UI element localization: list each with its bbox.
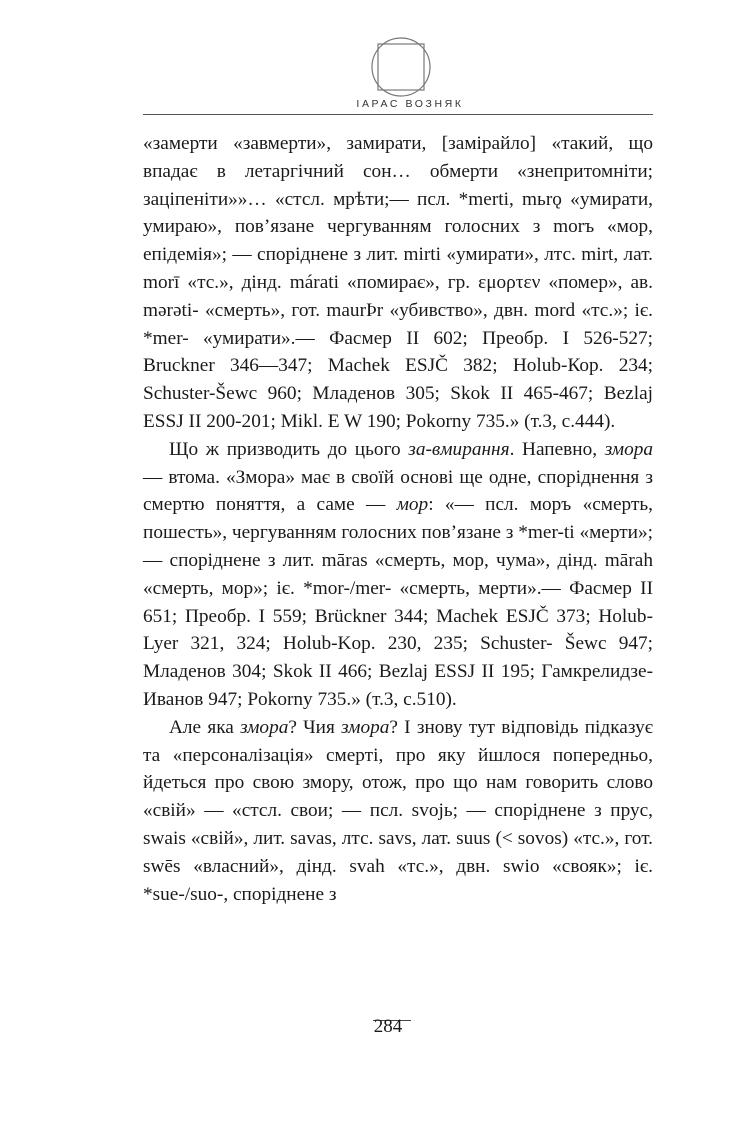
body-text	[143, 130, 653, 908]
text-run: : «— псл. моръ «смерть, пошесть», чергуванням голосних пов’язане з *mer-ti «мерти»; — споріднене з лит. māras «смерть, мор, чума», дінд. mārah «смерть, мор»; іє. *mor-/mer- «смерть, мерти».— Фасмер II 651; Преобр. I 559; Brückner 344; Machek ESJČ 373; Holub-Lyer 321, 324; Holub-Kop. 230, 235; Schuster- Šewc 947; Младенов 304; Skok II 466; Bezlaj ESSJ II 195; Гамкрелидзе-Иванов 947; Pokorny 735.» (т.3, с.510).	[143, 494, 653, 710]
text-run: — втома. «Змора» має в своїй основі ще одне, споріднення з смертю поняття, а саме —	[143, 466, 653, 516]
text-run: ? І знову тут відповідь підказує та «персоналізація» смерті, про яку йшлося попередньо, йдеться про свою змору, отож, про що нам говорить слово «свій» — «стсл. свои; — псл. svojь; — споріднене з прус, swais «свій», лит. savas, лтс. savs, лат. suus (< sovos) «тс.», гот. swēs «власний», дінд. svah «тс.», двн. swio «свояк»; іє. *sue-/suo-, споріднене з	[143, 716, 653, 905]
page-number: 284	[373, 1016, 403, 1037]
italic-term: за-вмирання	[408, 438, 510, 460]
running-head: ІАРАС ВОЗНЯК	[356, 98, 464, 110]
italic-term: мор	[396, 494, 429, 516]
header-rule	[143, 114, 653, 115]
italic-term: змора	[240, 716, 289, 738]
text-run: Що ж призводить до цього	[169, 438, 409, 460]
paragraph	[143, 436, 653, 714]
text-run: «замерти «завмерти», замирати, [замірайло] «такий, що впадає в летаргічний сон… обмерти «знепритомніти; заціпеніти»»… «стсл. мрѣти;— псл. *merti, mьrǫ «умирати, умираю», пов’язане чергуванням голосних з morъ «мор, епідемія»; — споріднене з лит. mirti «умирати», лтс. mirt, лат. morī «тс.», дінд. márati «помирає», гр. εμορτεν «помер», ав. mərəti- «смерть», гот. maurÞr «убивство», двн. mord «тс.»; іє. *mer- «умирати».— Фасмер II 602; Преобр. I 526-527; Bruckner 346—347; Machek ESJČ 382; Holub-Кор. 234; Schuster-Šewc 960; Младенов 305; Skok II 465-467; Bezlaj ESSJ II 200-201; Mikl. E W 190; Pokorny 735.» (т.3, с.444).	[143, 133, 653, 432]
circle-square-emblem-icon	[368, 34, 434, 100]
paragraph	[143, 714, 653, 909]
text-run: Але яка	[169, 716, 241, 738]
italic-term: змора	[604, 438, 653, 460]
paragraph	[143, 130, 653, 436]
text-run: ? Чия	[288, 716, 342, 738]
text-run: . Напевно,	[509, 438, 605, 460]
italic-term: змора	[341, 716, 390, 738]
